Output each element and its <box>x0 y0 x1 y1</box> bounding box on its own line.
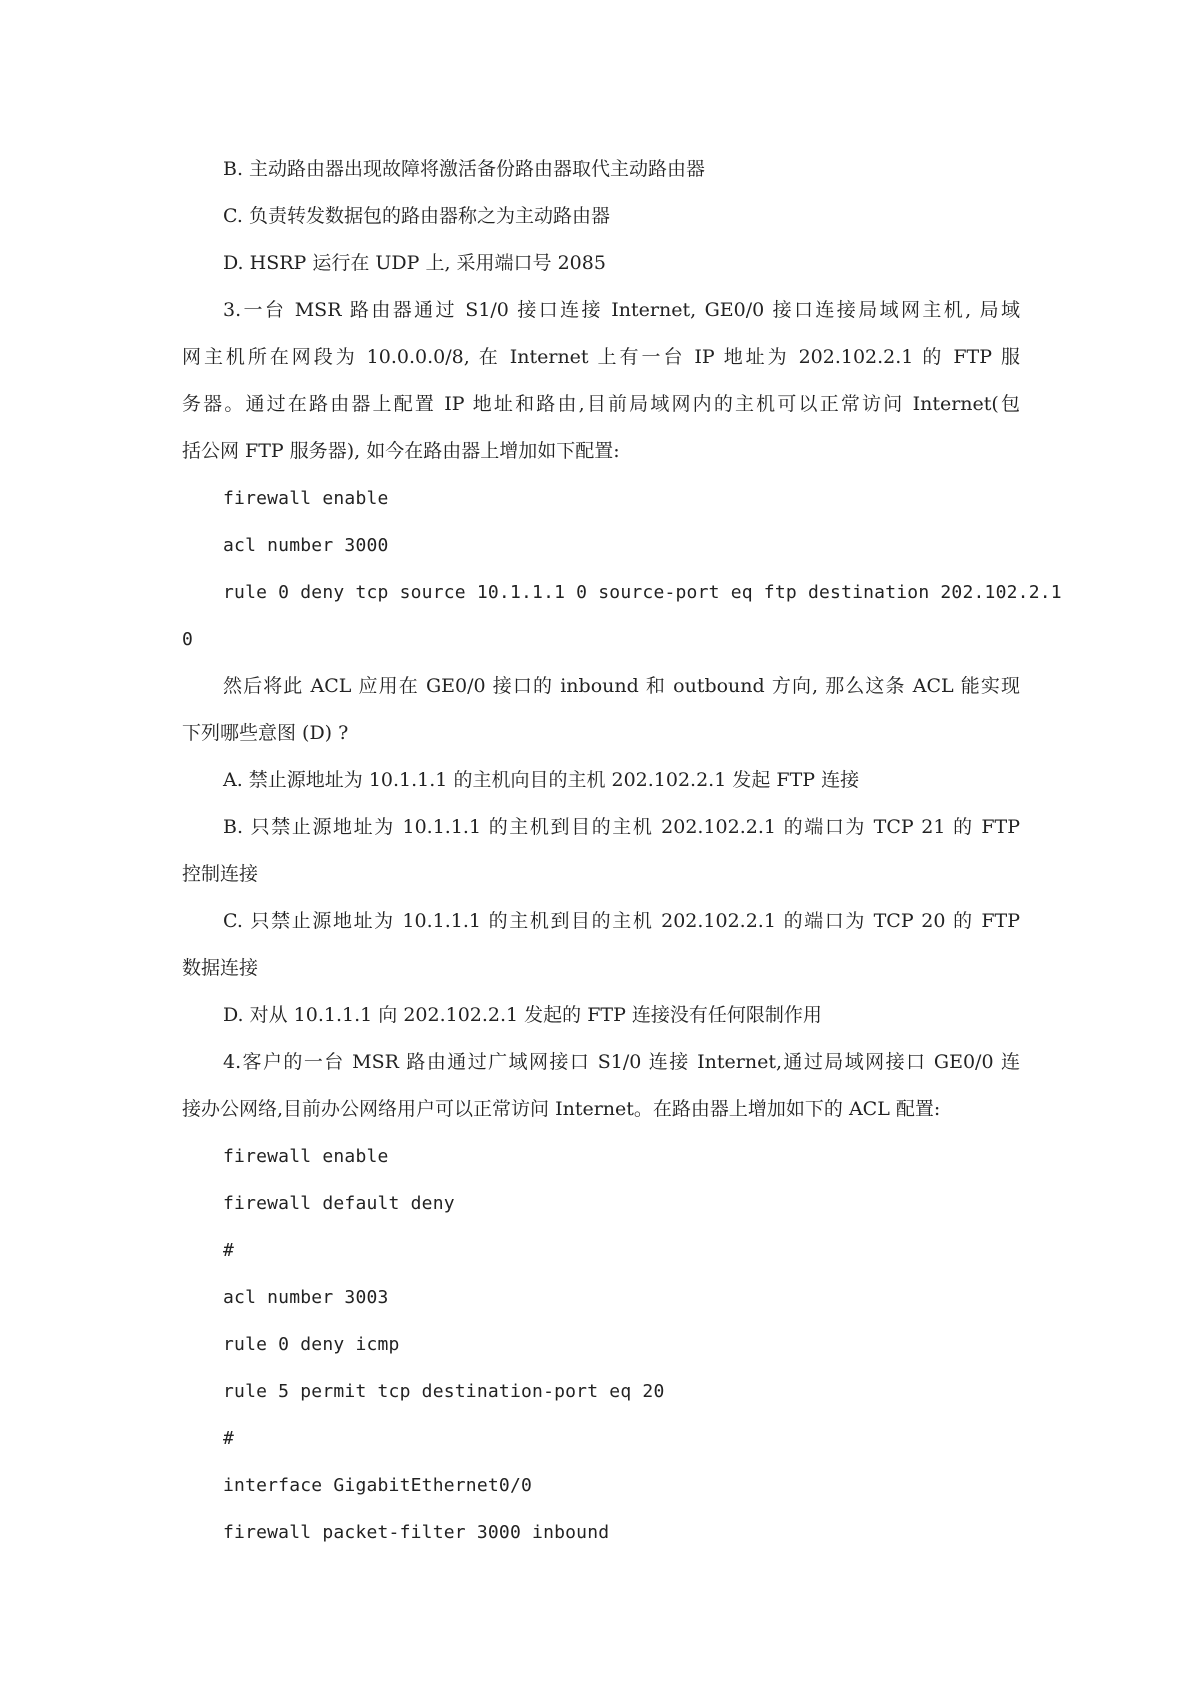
text-line: 控制连接 <box>182 863 259 885</box>
text-line: 括公网 FTP 服务器), 如今在路由器上增加如下配置: <box>182 440 620 462</box>
code-line: firewall enable <box>223 488 389 509</box>
code-line: # <box>223 1240 235 1261</box>
text-line: 务器。通过在路由器上配置 IP 地址和路由,目前局域网内的主机可以正常访问 Internet(包 <box>182 393 1020 415</box>
text-line: B. 只禁止源地址为 10.1.1.1 的主机到目的主机 202.102.2.1 的端口为 TCP 21 的 FTP <box>223 816 1020 838</box>
text-line: D. HSRP 运行在 UDP 上, 采用端口号 2085 <box>223 252 606 274</box>
code-line: firewall enable <box>223 1146 389 1167</box>
text-line: C. 负责转发数据包的路由器称之为主动路由器 <box>223 205 610 227</box>
text-line: 网主机所在网段为 10.0.0.0/8, 在 Internet 上有一台 IP 地址为 202.102.2.1 的 FTP 服 <box>182 346 1020 368</box>
text-line: 3.一台 MSR 路由器通过 S1/0 接口连接 Internet, GE0/0 接口连接局域网主机, 局域 <box>223 299 1020 321</box>
text-line: 然后将此 ACL 应用在 GE0/0 接口的 inbound 和 outbound 方向, 那么这条 ACL 能实现 <box>223 675 1020 697</box>
text-line: 数据连接 <box>182 957 259 979</box>
text-line: 接办公网络,目前办公网络用户可以正常访问 Internet。在路由器上增加如下的 ACL 配置: <box>182 1098 941 1120</box>
text-line: C. 只禁止源地址为 10.1.1.1 的主机到目的主机 202.102.2.1 的端口为 TCP 20 的 FTP <box>223 910 1020 932</box>
code-line: acl number 3000 <box>223 535 389 556</box>
code-line: interface GigabitEthernet0/0 <box>223 1475 533 1496</box>
code-line: rule 5 permit tcp destination-port eq 20 <box>223 1381 665 1402</box>
code-line: firewall default deny <box>223 1193 455 1214</box>
text-line: D. 对从 10.1.1.1 向 202.102.2.1 发起的 FTP 连接没有任何限制作用 <box>223 1004 822 1026</box>
text-line: 4.客户的一台 MSR 路由通过广域网接口 S1/0 连接 Internet,通过局域网接口 GE0/0 连 <box>223 1051 1020 1073</box>
code-line: 0 <box>182 629 194 650</box>
document-body <box>182 146 1062 1556</box>
code-line: rule 0 deny icmp <box>223 1334 400 1355</box>
code-line: firewall packet-filter 3000 inbound <box>223 1522 610 1543</box>
text-line: A. 禁止源地址为 10.1.1.1 的主机向目的主机 202.102.2.1 发起 FTP 连接 <box>223 769 860 791</box>
code-line: acl number 3003 <box>223 1287 389 1308</box>
text-line: B. 主动路由器出现故障将激活备份路由器取代主动路由器 <box>223 158 706 180</box>
text-line: 下列哪些意图 (D) ? <box>182 722 349 744</box>
code-line: # <box>223 1428 235 1449</box>
code-line: rule 0 deny tcp source 10.1.1.1 0 source-port eq ftp destination 202.102.2.1 <box>223 582 1062 603</box>
